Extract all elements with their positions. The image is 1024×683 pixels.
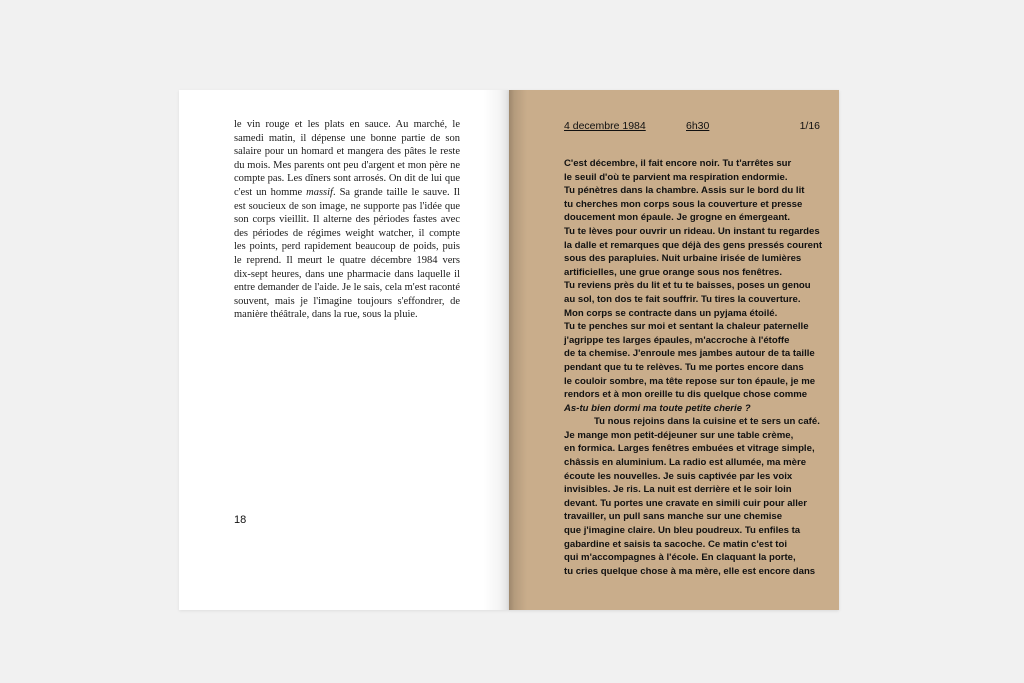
text-line: en formica. Larges fenêtres embuées et vitrage simple,: [564, 443, 815, 455]
text-line: tu cherches mon corps sous la couverture et presse: [564, 198, 803, 210]
gutter-shadow-left: [483, 90, 509, 610]
text-line: Tu pénètres dans la chambre. Assis sur le bord du lit: [564, 185, 805, 197]
header-date: 4 decembre 1984: [564, 120, 646, 132]
text-line: tu cries quelque chose à ma mère, elle est encore dans: [564, 565, 816, 577]
italic-word-massif: massif: [306, 186, 333, 198]
text-line: gabardine et saisis ta sacoche. Ce matin c'est toi: [564, 538, 788, 550]
text-line: le seuil d'où te parvient ma respiration endormie.: [564, 171, 788, 183]
left-page: [179, 90, 509, 610]
text-line: doucement mon épaule. Je grogne en émergeant.: [564, 212, 791, 224]
header-folio: 1/16: [799, 120, 820, 132]
text-line: devant. Tu portes une cravate en simili cuir pour aller: [564, 497, 807, 509]
right-page-body-text: [564, 157, 824, 578]
gutter-shadow-right: [509, 90, 527, 610]
text-line: Tu reviens près du lit et tu te baisses, poses un genou: [564, 280, 811, 292]
text-line: pendant que tu te relèves. Tu me portes encore dans: [564, 361, 804, 373]
text-line: le couloir sombre, ma tête repose sur ton épaule, je me: [564, 375, 816, 387]
text-line: C'est décembre, il fait encore noir. Tu t'arrêtes sur: [564, 158, 792, 169]
text-line: invisibles. Je ris. La nuit est derrière et le soir loin: [564, 484, 792, 496]
text-line: Tu te lèves pour ouvrir un rideau. Un instant tu regardes: [564, 225, 820, 237]
text-line: j'agrippe tes larges épaules, m'accroche à l'étoffe: [564, 334, 790, 346]
text-line: la dalle et remarques que déjà des gens pressés courent: [564, 239, 823, 251]
text-line: qui m'accompagnes à l'école. En claquant la porte,: [564, 552, 796, 564]
header-time: 6h30: [686, 120, 710, 132]
text-line: rendors et à mon oreille tu dis quelque chose comme: [564, 389, 808, 401]
text-line: que j'imagine claire. Un bleu poudreux. Tu enfiles ta: [564, 525, 801, 537]
text-line: Mon corps se contracte dans un pyjama étoilé.: [564, 307, 778, 319]
page-number: 18: [234, 514, 247, 526]
right-page: [509, 90, 839, 610]
indented-paragraph-start: Tu nous rejoins dans la cuisine et te sers un café.: [594, 416, 820, 428]
text-line: de ta chemise. J'enroule mes jambes autour de ta taille: [564, 348, 815, 360]
right-page-header: [564, 120, 820, 134]
text-line: artificielles, une grue orange sous nos fenêtres.: [564, 266, 783, 278]
text-line: travailler, un pull sans manche sur une chemise: [564, 511, 783, 523]
italic-quote-line: As-tu bien dormi ma toute petite cherie ?: [564, 402, 751, 414]
text-line: châssis en aluminium. La radio est allumée, ma mère: [564, 457, 807, 469]
text-line: Je mange mon petit-déjeuner sur une table crème,: [564, 429, 794, 441]
left-page-body-text: [234, 118, 460, 322]
text-line: écoute les nouvelles. Je suis captivée par les voix: [564, 470, 793, 482]
left-text-part-2: . Sa grande taille le sauve. Il est soucieux de son image, ne supporte pas l'idée que son corps vieillit. Il alterne des périodes fastes avec des périodes de régimes weight watcher, il compte les points, perd rapidement beaucoup de poids, puis le reprend. Il meurt le quatre décembre 1984 vers dix-sept heures, dans une pharmacie dans laquelle il entre demander de l'aide. Je le sais, cela m'est raconté souvent, mais je l'imagine toujours s'effondrer, de manière théâtrale, dans la rue, sous la pluie.: [234, 186, 460, 321]
text-line: au sol, ton dos te fait souffrir. Tu tires la couverture.: [564, 293, 801, 305]
left-text-part-1: le vin rouge et les plats en sauce. Au marché, le samedi matin, il dépense une bonne partie de son salaire pour un homard et mangera des pâtes le reste du mois. Mes parents ont peu d'argent et mon père ne compte pas. Les dîners sont arrosés. On dit de lui que c'est un homme: [234, 119, 460, 198]
text-line: sous des parapluies. Nuit urbaine irisée de lumières: [564, 253, 802, 265]
text-line: Tu te penches sur moi et sentant la chaleur paternelle: [564, 321, 809, 333]
